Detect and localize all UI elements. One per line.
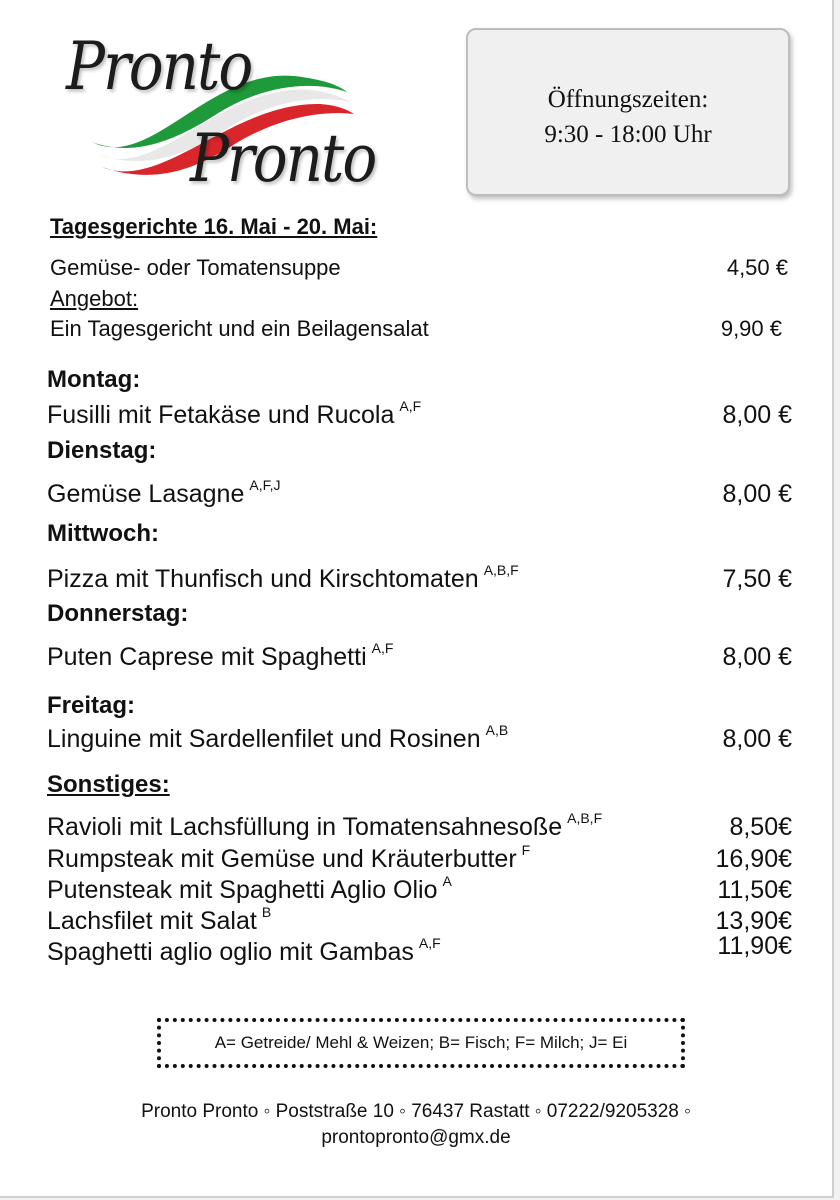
- dish-price: 8,00 €: [722, 725, 792, 753]
- dish-price: 8,00 €: [722, 643, 792, 671]
- dish-name: Lachsfilet mit Salat: [47, 907, 257, 935]
- dish-name: Fusilli mit Fetakäse und Rucola: [47, 401, 395, 429]
- day-heading: Freitag:: [47, 692, 136, 719]
- dish-name: Rumpsteak mit Gemüse und Kräuterbutter: [47, 845, 517, 873]
- day-heading: Mittwoch:: [47, 520, 159, 547]
- offer-price: 9,90 €: [720, 316, 782, 341]
- menu-title: Tagesgerichte 16. Mai - 20. Mai:: [50, 214, 378, 239]
- allergen-codes: A,F,J: [249, 477, 281, 493]
- dish-price: 8,00 €: [722, 480, 792, 508]
- dish-price: 8,00 €: [722, 401, 792, 429]
- allergen-codes: A,F: [418, 935, 441, 951]
- dish-price: 11,50€: [717, 876, 792, 904]
- dish-name: Pizza mit Thunfisch und Kirschtomaten: [47, 565, 479, 593]
- day-heading: Montag:: [47, 366, 141, 393]
- offer-label: Angebot:: [50, 286, 139, 311]
- logo-word-1: Pronto: [66, 26, 252, 106]
- offer-text: Ein Tagesgericht und ein Beilagensalat: [50, 316, 429, 341]
- footer-address: Pronto Pronto ◦ Poststraße 10 ◦ 76437 Rastatt ◦ 07222/9205328 ◦: [141, 1101, 691, 1122]
- allergen-codes: A,F: [371, 640, 394, 656]
- logo: [62, 22, 376, 198]
- dish-price: 8,50€: [729, 813, 792, 841]
- allergen-legend: A= Getreide/ Mehl & Weizen; B= Fisch; F= Milch; J= Ei: [157, 1018, 685, 1068]
- soup-label: Gemüse- oder Tomatensuppe: [50, 255, 341, 280]
- dish-price: 11,90€: [717, 932, 792, 960]
- dish-name: Linguine mit Sardellenfilet und Rosinen: [47, 725, 481, 753]
- day-heading: Dienstag:: [47, 437, 157, 464]
- soup-price: 4,50 €: [726, 255, 788, 280]
- allergen-codes: A,B: [485, 722, 509, 738]
- dish-name: Puten Caprese mit Spaghetti: [47, 643, 367, 671]
- dish-name: Gemüse Lasagne: [47, 480, 245, 508]
- allergen-codes: A,F: [399, 398, 422, 414]
- dish-name: Putensteak mit Spaghetti Aglio Olio: [47, 876, 438, 904]
- allergen-codes: F: [521, 842, 531, 858]
- allergen-codes: A,B,F: [567, 810, 603, 826]
- allergen-codes: A,B,F: [483, 562, 519, 578]
- allergen-codes: B: [261, 904, 272, 920]
- opening-hours-label: Öffnungszeiten:: [547, 86, 709, 113]
- dish-price: 7,50 €: [722, 565, 792, 593]
- logo-word-2: Pronto: [190, 118, 376, 198]
- allergen-codes: A: [442, 873, 452, 889]
- day-heading: Donnerstag:: [47, 600, 189, 627]
- opening-hours-box: [466, 28, 790, 196]
- other-heading: Sonstiges:: [47, 771, 170, 798]
- dish-name: Spaghetti aglio oglio mit Gambas: [47, 938, 414, 966]
- opening-hours-time: 9:30 - 18:00 Uhr: [544, 121, 712, 148]
- dish-name: Ravioli mit Lachsfüllung in Tomatensahnesoße: [47, 813, 563, 841]
- footer-email: prontopronto@gmx.de: [321, 1127, 511, 1148]
- dish-price: 13,90€: [715, 907, 792, 935]
- dish-price: 16,90€: [715, 845, 792, 873]
